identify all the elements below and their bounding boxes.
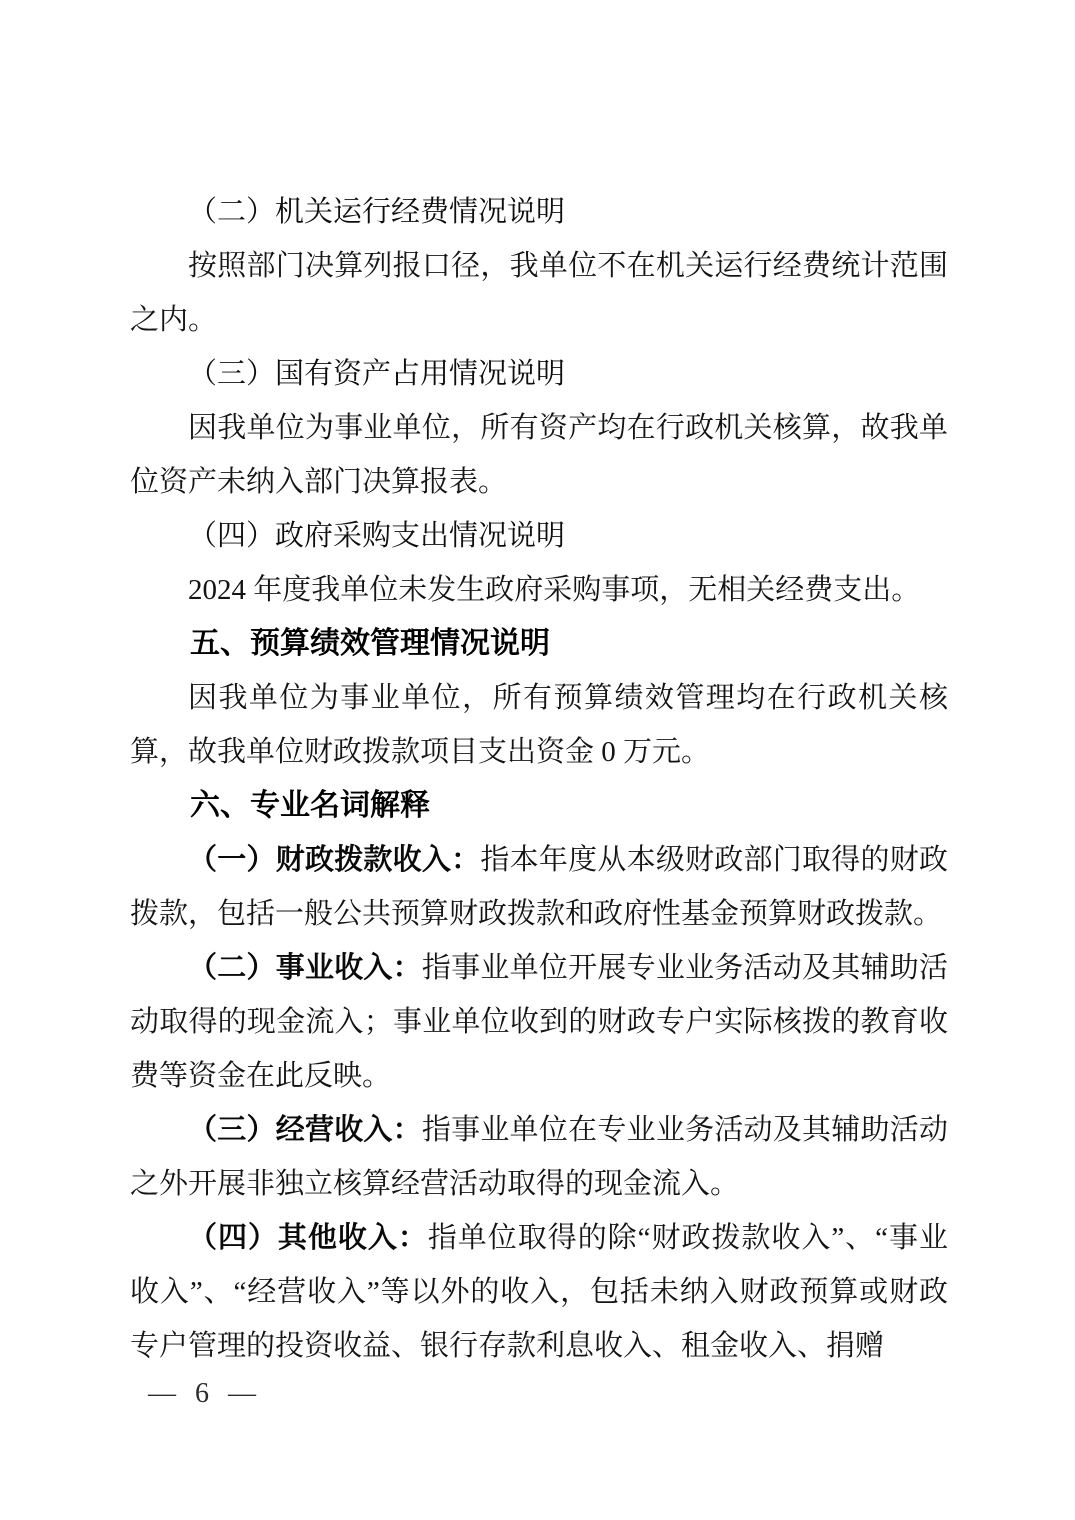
body-paragraph: 按照部门决算列报口径，我单位不在机关运行经费统计范围之内。: [130, 250, 948, 336]
body-paragraph: 2024 年度我单位未发生政府采购事项，无相关经费支出。: [188, 574, 921, 606]
definition-term: （二）事业收入：: [188, 952, 422, 984]
definition-paragraph: [130, 941, 948, 1103]
definition-paragraph: [130, 833, 948, 941]
definition-paragraph: [130, 1211, 948, 1373]
definition-text: 指单位取得的除“财政拨款收入”、“事业收入”、“经营收入”等以外的收入，包括未纳入财政预算或财政专户管理的投资收益、银行存款利息收入、租金收入、捐赠: [130, 1222, 948, 1362]
body-paragraph: 因我单位为事业单位，所有预算绩效管理均在行政机关核算，故我单位财政拨款项目支出资金 0 万元。: [130, 682, 948, 768]
definition-term: （四）其他收入：: [188, 1222, 428, 1254]
definition-term: （三）经营收入：: [188, 1114, 422, 1146]
sub-heading: （三）国有资产占用情况说明: [188, 358, 566, 390]
definition-text: 指事业单位开展专业业务活动及其辅助活动取得的现金流入；事业单位收到的财政专户实际核拨的教育收费等资金在此反映。: [130, 952, 948, 1092]
definition-paragraph: [130, 1103, 948, 1211]
page-number: — 6 —: [148, 1378, 262, 1409]
body-paragraph: 因我单位为事业单位，所有资产均在行政机关核算，故我单位资产未纳入部门决算报表。: [130, 412, 948, 498]
section-heading: 五、预算绩效管理情况说明: [190, 627, 550, 660]
sub-heading: （四）政府采购支出情况说明: [188, 520, 566, 552]
definition-term: （一）财政拨款收入：: [188, 844, 481, 876]
document-body: [130, 185, 948, 1373]
sub-heading: （二）机关运行经费情况说明: [188, 196, 566, 228]
section-heading: 六、专业名词解释: [190, 789, 430, 822]
definition-text: 指本年度从本级财政部门取得的财政拨款，包括一般公共预算财政拨款和政府性基金预算财政拨款。: [130, 844, 948, 930]
definition-text: 指事业单位在专业业务活动及其辅助活动之外开展非独立核算经营活动取得的现金流入。: [130, 1114, 948, 1200]
